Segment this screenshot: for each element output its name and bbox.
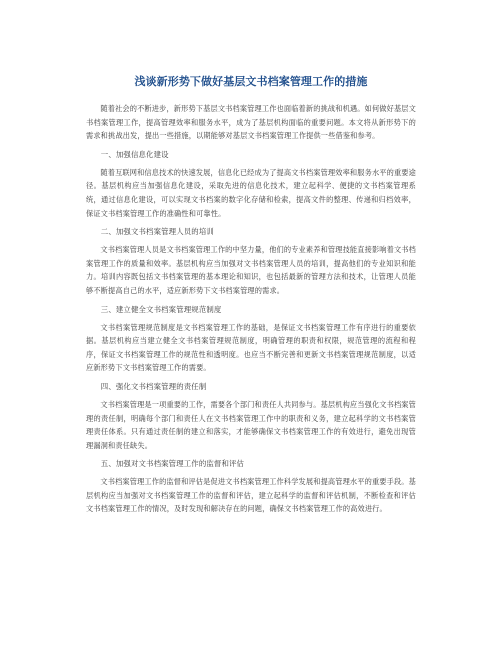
document-title: 浅谈新形势下做好基层文书档案管理工作的措施 (134, 75, 368, 88)
document-page (86, 74, 416, 516)
section-4-body: 文书档案管理是一项重要的工作，需要各个部门和责任人共同参与。基层机构应当强化文书档案管理的责任制，明确每个部门和责任人在文书档案管理工作中的职责和义务，建立起科学的文书档案管理责任体系。只有通过责任制的建立和落实，才能够确保文书档案管理工作的有效进行，避免出现管理漏洞和责任缺失。 (86, 399, 416, 450)
section-3-body: 文书档案管理规范制度是文书档案管理工作的基础，是保证文书档案管理工作有序进行的重要依据。基层机构应当建立健全文书档案管理规范制度，明确管理的职责和权限，规范管理的流程和程序，保证文书档案管理工作的规范性和透明度。也应当不断完善和更新文书档案管理规范制度，以适应新形势下文书档案管理工作的需要。 (86, 322, 416, 373)
section-2-body: 文书档案管理人员是文书档案管理工作的中坚力量，他们的专业素养和管理技能直接影响着文书档案管理工作的质量和效率。基层机构应当加强对文书档案管理人员的培训，提高他们的专业知识和能力。培训内容既包括文书档案管理的基本理论和知识，也包括最新的管理方法和技术，让管理人员能够不断提高自己的水平，适应新形势下文书档案管理的需求。 (86, 245, 416, 295)
section-5-body: 文书档案管理工作的监督和评估是促进文书档案管理工作科学发展和提高管理水平的重要手段。基层机构应当加强对文书档案管理工作的监督和评估，建立起科学的监督和评估机制，不断检查和评估文书档案管理工作的情况，及时发现和解决存在的问题，确保文书档案管理工作的高效进行。 (86, 477, 416, 514)
section-5-heading: 五、加强对文书档案管理工作的监督和评估 (100, 459, 245, 469)
section-2-heading: 二、加强文书档案管理人员的培训 (100, 227, 214, 237)
section-3-heading: 三、建立健全文书档案管理规范制度 (100, 304, 222, 314)
section-1-body: 随着互联网和信息技术的快速发展，信息化已经成为了提高文书档案管理效率和服务水平的重要途径。基层机构应当加强信息化建设，采取先进的信息化技术，建立起科学、便捷的文书档案管理系统，通过信息化建设，可以实现文书档案的数字化存储和检索，提高文件的整理、传递和归档效率，保证文书档案管理工作的准确性和可靠性。 (86, 167, 416, 218)
intro-paragraph: 随着社会的不断进步，新形势下基层文书档案管理工作也面临着新的挑战和机遇。如何做好基层文书档案管理工作，提高管理效率和服务水平，成为了基层机构面临的重要问题。本文将从新形势下的需求和挑战出发，提出一些措施，以期能够对基层文书档案管理工作提供一些借鉴和参考。 (86, 104, 416, 141)
section-1-heading: 一、加强信息化建设 (100, 149, 169, 159)
section-4-heading: 四、强化文书档案管理的责任制 (100, 381, 207, 391)
